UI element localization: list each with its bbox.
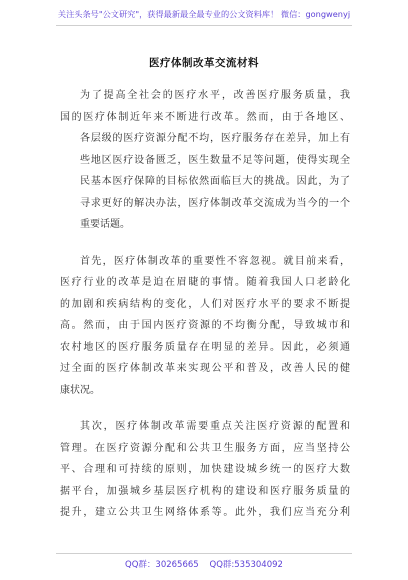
header-divider xyxy=(56,25,352,26)
paragraph-line: 些地区医疗设备匮乏，医生数量不足等问题，使得实现全 xyxy=(80,154,350,166)
paragraph-line: 各层级的医疗资源分配不均，医疗服务存在差异，加上有 xyxy=(80,133,350,144)
paragraph-line: 管理。在医疗资源分配和公共卫生服务方面，应当坚持公 xyxy=(60,442,350,454)
paragraph-line: 康状况。 xyxy=(60,384,100,396)
paragraph-line: 国的医疗体制近年来不断进行改革。然而，由于各地区、 xyxy=(60,111,350,123)
paragraph-line: 高。然而，由于国内医疗资源的不均衡分配，导致城市和 xyxy=(60,320,350,331)
paragraph-line: 重要话题。 xyxy=(80,219,130,230)
paragraph-line: 首先，医疗体制改革的重要性不容忽视。就目前来看， xyxy=(80,255,350,267)
paragraph-line: 其次，医疗体制改革需要重点关注医疗资源的配置和 xyxy=(80,421,350,432)
paragraph-line: 的加剧和疾病结构的变化，人们对医疗水平的要求不断提 xyxy=(60,298,350,310)
document-title: 医疗体制改革交流材料 xyxy=(149,57,259,69)
paragraph-line: 据平台，加强城乡基层医疗机构的建设和医疗服务质量的 xyxy=(60,485,350,497)
paragraph-line: 医疗行业的改革是迫在眉睫的事情。随着我国人口老龄化 xyxy=(60,277,350,288)
paragraph-line: 平、合理和可持续的原则，加快建设城乡统一的医疗大数 xyxy=(60,464,350,475)
paragraph-2 xyxy=(60,251,350,402)
qq-group-1: QQ群：30265665 xyxy=(125,560,199,570)
paragraph-1 xyxy=(60,85,350,236)
paragraph-line: 农村地区的医疗服务质量存在明显的差异。因此，必须通 xyxy=(60,341,350,353)
footer-contact xyxy=(0,558,408,570)
document-body xyxy=(60,85,350,539)
qq-group-2: QQ群:535304092 xyxy=(209,560,283,570)
paragraph-line: 民基本医疗保障的目标依然面临巨大的挑战。因此，为了 xyxy=(80,176,350,187)
paragraph-line: 过全面的医疗体制改革来实现公平和普及，改善人民的健 xyxy=(60,363,350,374)
paragraph-3 xyxy=(60,416,350,524)
paragraph-line: 为了提高全社会的医疗水平，改善医疗服务质量，我 xyxy=(80,90,350,101)
paragraph-line: 提升，建立公共卫生网络体系等。此外，我们应当充分利 xyxy=(60,507,350,518)
paragraph-line: 寻求更好的解决办法，医疗体制改革交流成为当今的一个 xyxy=(80,197,350,209)
header-banner: 关注头条号"公文研究"，获得最新最全最专业的公文资料库！ 微信：gongwenyj xyxy=(57,9,351,19)
footer-divider xyxy=(56,553,352,554)
